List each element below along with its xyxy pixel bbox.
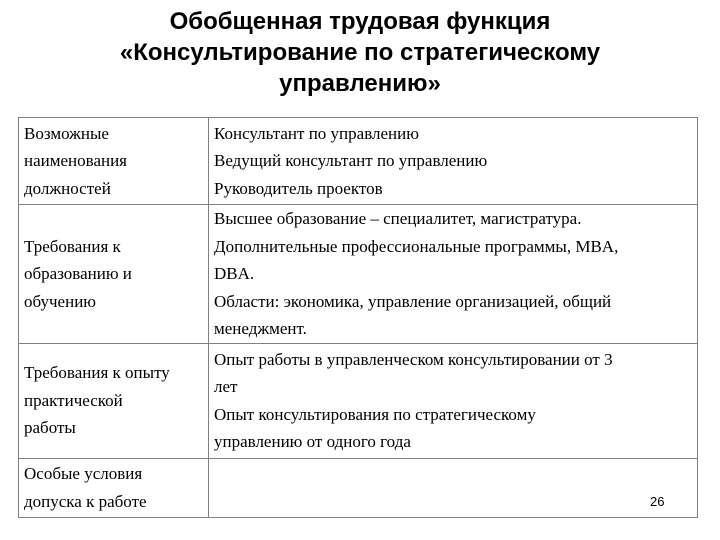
- table-row-special-conditions: [19, 458, 698, 517]
- positions-label-line: Возможные: [24, 123, 109, 143]
- education-label-line: обучению: [24, 291, 96, 311]
- education-value-cell: [209, 205, 698, 344]
- slide-title-line-3: управлению»: [279, 70, 441, 97]
- table-row-positions: [19, 118, 698, 205]
- slide-title: [0, 6, 720, 99]
- page-number: 26: [650, 494, 665, 509]
- education-requirement-line: DBA.: [214, 264, 255, 283]
- special-conditions-label-cell: [19, 458, 209, 517]
- slide-title-line-2: «Консультирование по стратегическому: [119, 39, 601, 66]
- table-row-experience: [19, 343, 698, 458]
- education-requirement-line: Высшее образование – специалитет, магистратура.: [214, 209, 582, 228]
- experience-requirement-line: лет: [214, 377, 238, 396]
- experience-label-cell: [19, 343, 209, 458]
- position-title: Ведущий консультант по управлению: [214, 151, 488, 171]
- experience-requirement-line: Опыт работы в управленческом консультировании от 3: [214, 349, 613, 369]
- experience-value-cell: [209, 343, 698, 458]
- slide-title-line-1: Обобщенная трудовая функция: [169, 8, 551, 35]
- experience-requirement-line: управлению от одного года: [214, 432, 411, 451]
- positions-label-line: наименования: [24, 151, 128, 171]
- education-label-line: Требования к: [24, 236, 121, 256]
- table-row-education: [19, 205, 698, 344]
- labor-function-table: [18, 117, 698, 518]
- experience-label-line: практической: [24, 390, 123, 410]
- experience-label-line: работы: [24, 418, 76, 438]
- special-conditions-label-line: допуска к работе: [24, 491, 147, 511]
- special-conditions-label-line: Особые условия: [24, 464, 143, 483]
- education-requirement-line: Дополнительные профессиональные программы, MBA,: [214, 236, 619, 256]
- position-title: Руководитель проектов: [214, 178, 383, 198]
- experience-label-line: Требования к опыту: [24, 363, 170, 383]
- education-label-cell: [19, 205, 209, 344]
- positions-label-cell: [19, 118, 209, 205]
- special-conditions-value-cell: [209, 458, 698, 517]
- positions-value-cell: [209, 118, 698, 205]
- education-label-line: образованию и: [24, 264, 132, 283]
- positions-label-line: должностей: [24, 178, 111, 198]
- experience-requirement-line: Опыт консультирования по стратегическому: [214, 404, 536, 424]
- education-requirement-line: менеджмент.: [214, 319, 307, 338]
- education-requirement-line: Области: экономика, управление организацией, общий: [214, 291, 612, 311]
- position-title: Консультант по управлению: [214, 123, 419, 143]
